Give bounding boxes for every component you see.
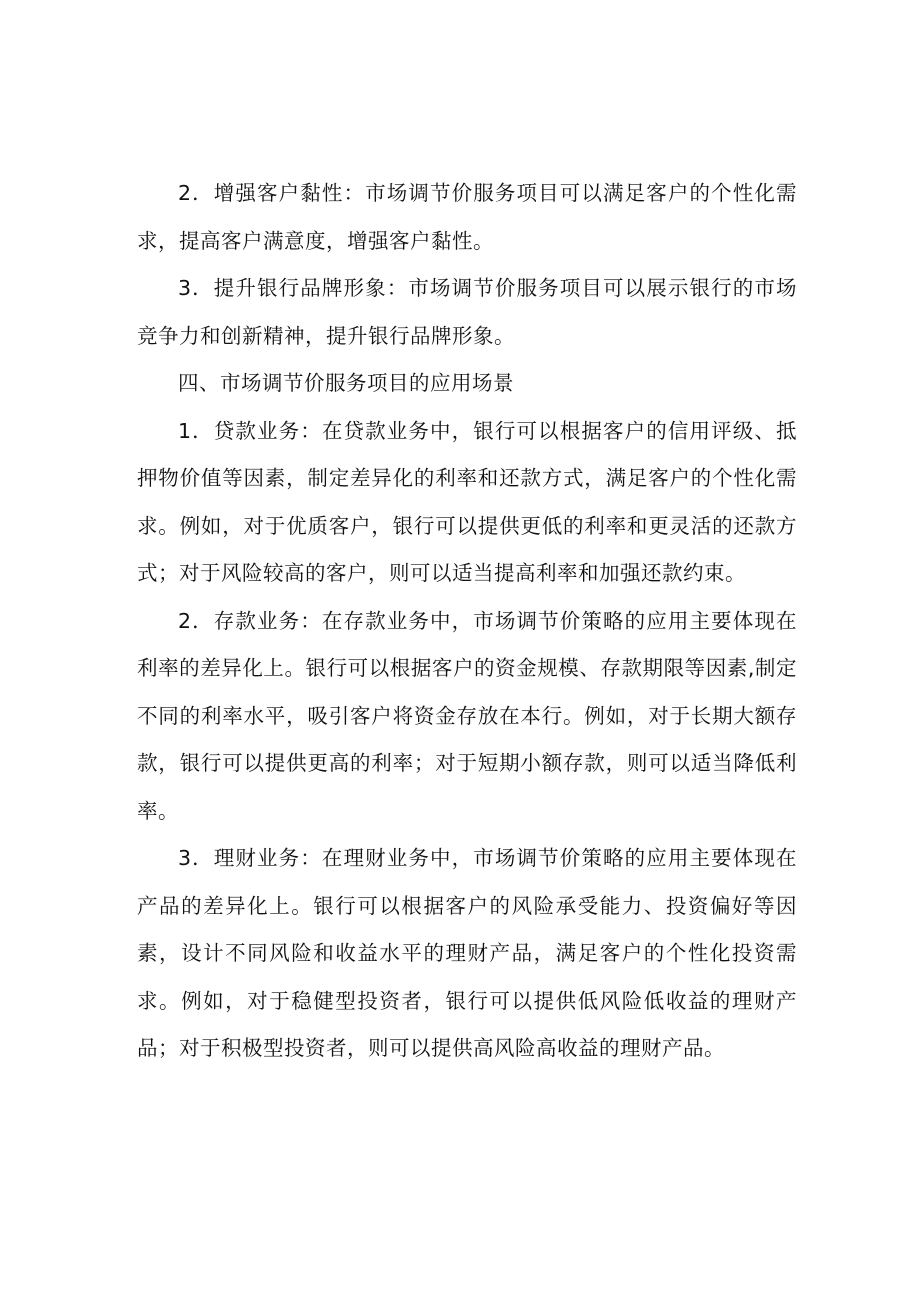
paragraph-loan-business: 1．贷款业务：在贷款业务中，银行可以根据客户的信用评级、抵押物价值等因素，制定差异化的利率和还款方式，满足客户的个性化需求。例如，对于优质客户，银行可以提供更低的利率和更灵活的还款方式；对于风险较高的客户，则可以适当提高利率和加强还款约束。 (137, 418, 797, 585)
paragraph-brand-image: 3．提升银行品牌形象：市场调节价服务项目可以展示银行的市场竞争力和创新精神，提升银行品牌形象。 (137, 276, 797, 348)
section-heading-application-scenarios: 四、市场调节价服务项目的应用场景 (178, 371, 514, 395)
paragraph-customer-stickiness: 2．增强客户黏性：市场调节价服务项目可以满足客户的个性化需求，提高客户满意度，增强客户黏性。 (137, 181, 797, 253)
document-body (137, 170, 797, 1073)
paragraph-deposit-business: 2．存款业务：在存款业务中，市场调节价策略的应用主要体现在利率的差异化上。银行可以根据客户的资金规模、存款期限等因素,制定不同的利率水平，吸引客户将资金存放在本行。例如，对于长期大额存款，银行可以提供更高的利率；对于短期小额存款，则可以适当降低利率。 (137, 608, 797, 823)
paragraph-wealth-management: 3．理财业务：在理财业务中，市场调节价策略的应用主要体现在产品的差异化上。银行可以根据客户的风险承受能力、投资偏好等因素，设计不同风险和收益水平的理财产品，满足客户的个性化投资需求。例如，对于稳健型投资者，银行可以提供低风险低收益的理财产品；对于积极型投资者，则可以提供高风险高收益的理财产品。 (137, 846, 797, 1060)
